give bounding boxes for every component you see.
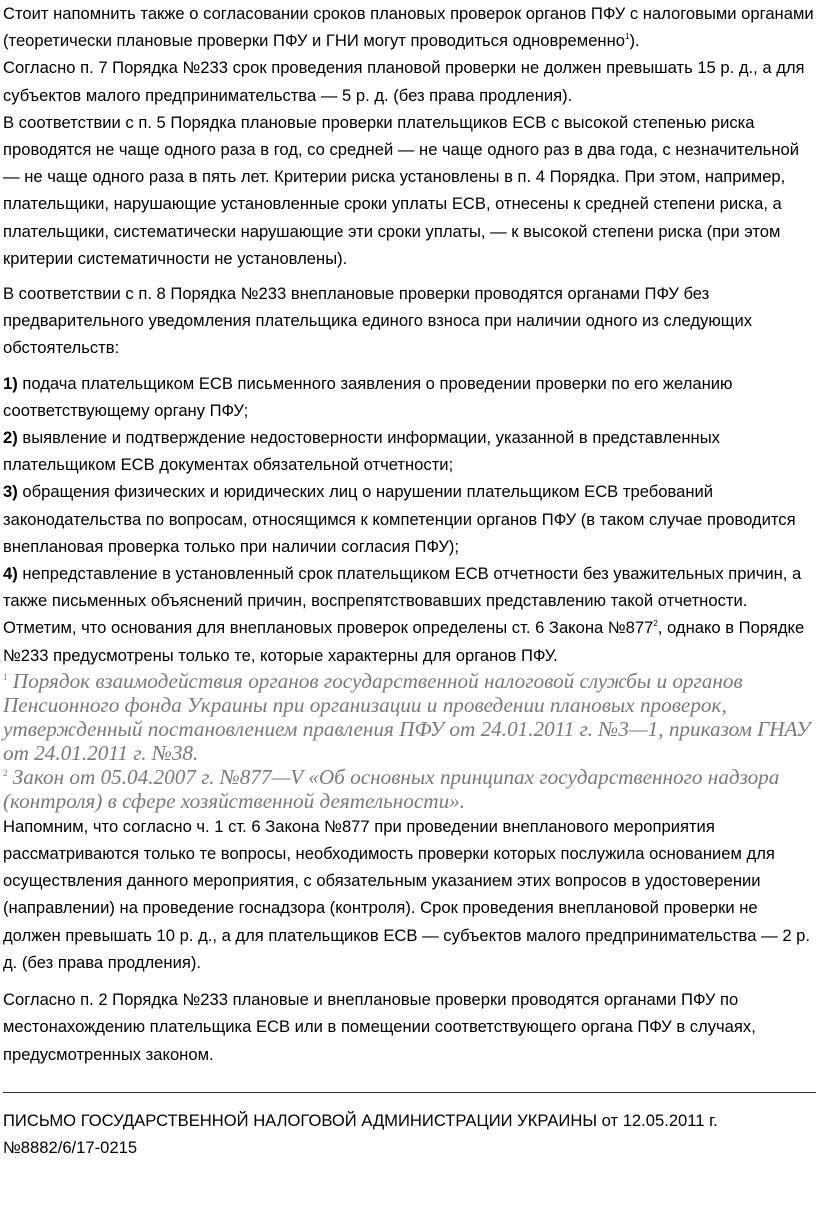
paragraph-location: Согласно п. 2 Порядка №233 плановые и внеплановые проверки проводятся органами ПФУ по местонахождению плательщика ЕСВ или в помещении соответствующего органа ПФУ в случаях, предусмотренных законом. [3, 990, 756, 1064]
paragraph-unplanned-scope: Напомним, что согласно ч. 1 ст. 6 Закона №877 при проведении внепланового мероприятия рассматриваются только те вопросы, необходимость проверки которых послужила основанием для осуществления данного мероприятия, с обязательным указанием этих вопросов в удостоверении (направлении) на проведение госнадзора (контроля). Срок проведения внеплановой проверки не должен превышать 10 р. д., а для плательщиков ЕСВ — субъектов малого предпринимательства — 2 р. д. (без права продления). [3, 816, 811, 972]
footnote-2 [0, 765, 816, 813]
list-item-number: 2) [3, 428, 18, 448]
footnote-text: Закон от 05.04.2007 г. №877—V «Об основных принципах государственного надзора (контроля) в сфере хозяйственной деятельности». [3, 764, 780, 813]
paragraph-text: Стоит напомнить также о согласовании сроков плановых проверок органов ПФУ с налоговыми органами (теоретически плановые проверки ПФУ и ГНИ могут проводиться одновременно [3, 4, 814, 51]
list-item [0, 424, 816, 478]
paragraph-risk-levels: В соответствии с п. 5 Порядка плановые проверки плательщиков ЕСВ с высокой степенью риска проводятся не чаще одного раза в год, со средней — не чаще одного раз в два года, с незначительной — не чаще одного раза в пять лет. Критерии риска установлены в п. 4 Порядка. При этом, например, плательщики, нарушающие установленные сроки уплаты ЕСВ, отнесены к средней степени риска, а плательщики, систематически нарушающие эти сроки уплаты, — к высокой степени риска (при этом критерии систематичности не установлены). [3, 112, 799, 268]
paragraph-law-877-note [0, 614, 816, 668]
paragraph-coordination [0, 0, 816, 54]
list-item-text: обращения физических и юридических лиц о нарушении плательщиком ЕСВ требований законодательства по вопросам, относящимся к компетенции органов ПФУ (в таком случае проводится внеплановая проверка только при наличии согласия ПФУ); [3, 482, 796, 556]
list-item [0, 478, 816, 560]
list-item-text: выявление и подтверждение недостоверности информации, указанной в представленных плательщиком ЕСВ документах обязательной отчетности; [3, 428, 720, 475]
paragraph-text: ). [629, 31, 640, 51]
footnote-ref-2[interactable]: 2 [653, 619, 658, 629]
footnote-mark: 1 [3, 671, 8, 682]
footnote-text: Порядок взаимодействия органов государственной налоговой службы и органов Пенсионного фонда Украины при организации и проведении плановых проверок, утвержденный постановлением правления ПФУ от 24.01.2011 г. №3—1, приказом ГНАУ от 24.01.2011 г. №38. [3, 668, 811, 765]
footnotes [0, 669, 816, 813]
list-item [0, 370, 816, 424]
footnote-ref-1[interactable]: 1 [624, 32, 630, 42]
paragraph-text: , однако в Порядке №233 предусмотрены только те, которые характерны для органов ПФУ. [3, 618, 805, 665]
list-item-number: 3) [3, 482, 18, 502]
list-item-text: подача плательщиком ЕСВ письменного заявления о проведении проверки по его желанию соответствующему органу ПФУ; [3, 373, 733, 420]
paragraph-text: Отметим, что основания для внеплановых проверок определены ст. 6 Закона №877 [3, 618, 654, 638]
footnote-1 [0, 669, 816, 765]
list-item-number: 1) [3, 373, 18, 393]
paragraph-planned-term: Согласно п. 7 Порядка №233 срок проведения плановой проверки не должен превышать 15 р. д., а для субъектов малого предпринимательства — 5 р. д. (без права продления). [3, 58, 805, 105]
source-reference: ПИСЬМО ГОСУДАРСТВЕННОЙ НАЛОГОВОЙ АДМИНИСТРАЦИИ УКРАИНЫ от 12.05.2011 г. №8882/6/17-0215 [3, 1110, 718, 1157]
list-item-number: 4) [3, 564, 18, 584]
list-item-text: непредставление в установленный срок плательщиком ЕСВ отчетности без уважительных причин, а также письменных объяснений причин, воспрепятствовавших представлению такой отчетности. [3, 564, 802, 611]
paragraph-unplanned-lead: В соответствии с п. 8 Порядка №233 внеплановые проверки проводятся органами ПФУ без предварительного уведомления плательщика единого взноса при наличии одного из следующих обстоятельств: [3, 284, 753, 358]
grounds-list [0, 370, 816, 615]
list-item [0, 560, 816, 614]
footnote-mark: 2 [3, 767, 8, 778]
